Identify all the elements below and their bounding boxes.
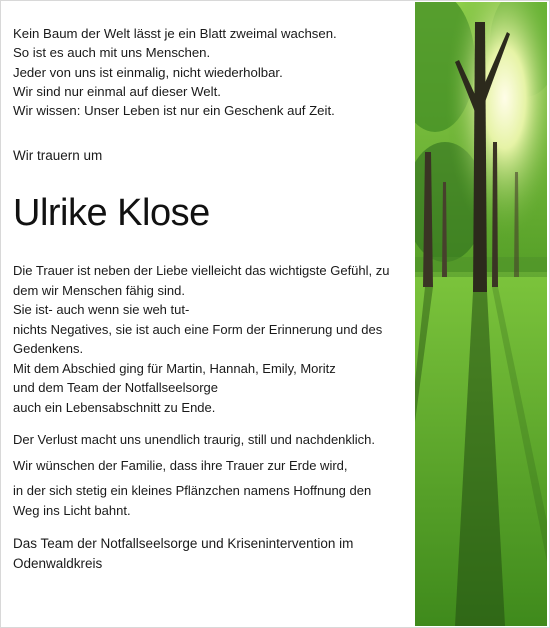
poem-line: Kein Baum der Welt lässt je ein Blatt zweimal wachsen.: [13, 26, 337, 41]
paragraph-line: Sie ist- auch wenn sie weh tut-: [13, 302, 190, 318]
paragraph-line: Weg ins Licht bahnt.: [13, 502, 131, 518]
paragraph-line: in der sich stetig ein kleines Pflänzchen namens Hoffnung den: [13, 483, 372, 499]
poem-line: Wir sind nur einmal auf dieser Welt.: [13, 83, 221, 99]
signature-line: Odenwaldkreis: [13, 556, 103, 572]
poem-line: Jeder von uns ist einmalig, nicht wiederholbar.: [13, 64, 283, 80]
poem: [13, 24, 405, 120]
tree-park-photo: [415, 2, 547, 626]
paragraph-line: nichts Negatives, sie ist auch eine Form der Erinnerung und des: [13, 321, 383, 337]
paragraph-line: dem wir Menschen fähig sind.: [13, 282, 185, 298]
paragraph-line: Die Trauer ist neben der Liebe vielleicht das wichtigste Gefühl, zu: [13, 263, 390, 279]
paragraph-line: und dem Team der Notfallseelsorge: [13, 380, 218, 396]
tree-park-photo-icon: [415, 2, 547, 626]
paragraph-line: Wir wünschen der Familie, dass ihre Trauer zur Erde wird,: [13, 457, 348, 473]
paragraph-line: Gedenkens.: [13, 341, 84, 357]
signature-line: Das Team der Notfallseelsorge und Krisenintervention im: [13, 536, 354, 552]
paragraph-line: Mit dem Abschied ging für Martin, Hannah, Emily, Moritz: [13, 360, 336, 376]
intro-text: Wir trauern um: [13, 148, 103, 164]
poem-line: So ist es auch mit uns Menschen.: [13, 45, 211, 61]
paragraph-line: auch ein Lebensabschnitt zu Ende.: [13, 399, 216, 415]
deceased-name: Ulrike Klose: [13, 192, 210, 235]
signature: [13, 534, 405, 574]
poem-line: Wir wissen: Unser Leben ist nur ein Geschenk auf Zeit.: [13, 103, 335, 119]
mourning-paragraph: [13, 261, 405, 417]
paragraph-line: Der Verlust macht uns unendlich traurig, still und nachdenklich.: [13, 432, 376, 448]
hope-paragraph: [13, 430, 405, 520]
obituary-text: [13, 24, 405, 574]
